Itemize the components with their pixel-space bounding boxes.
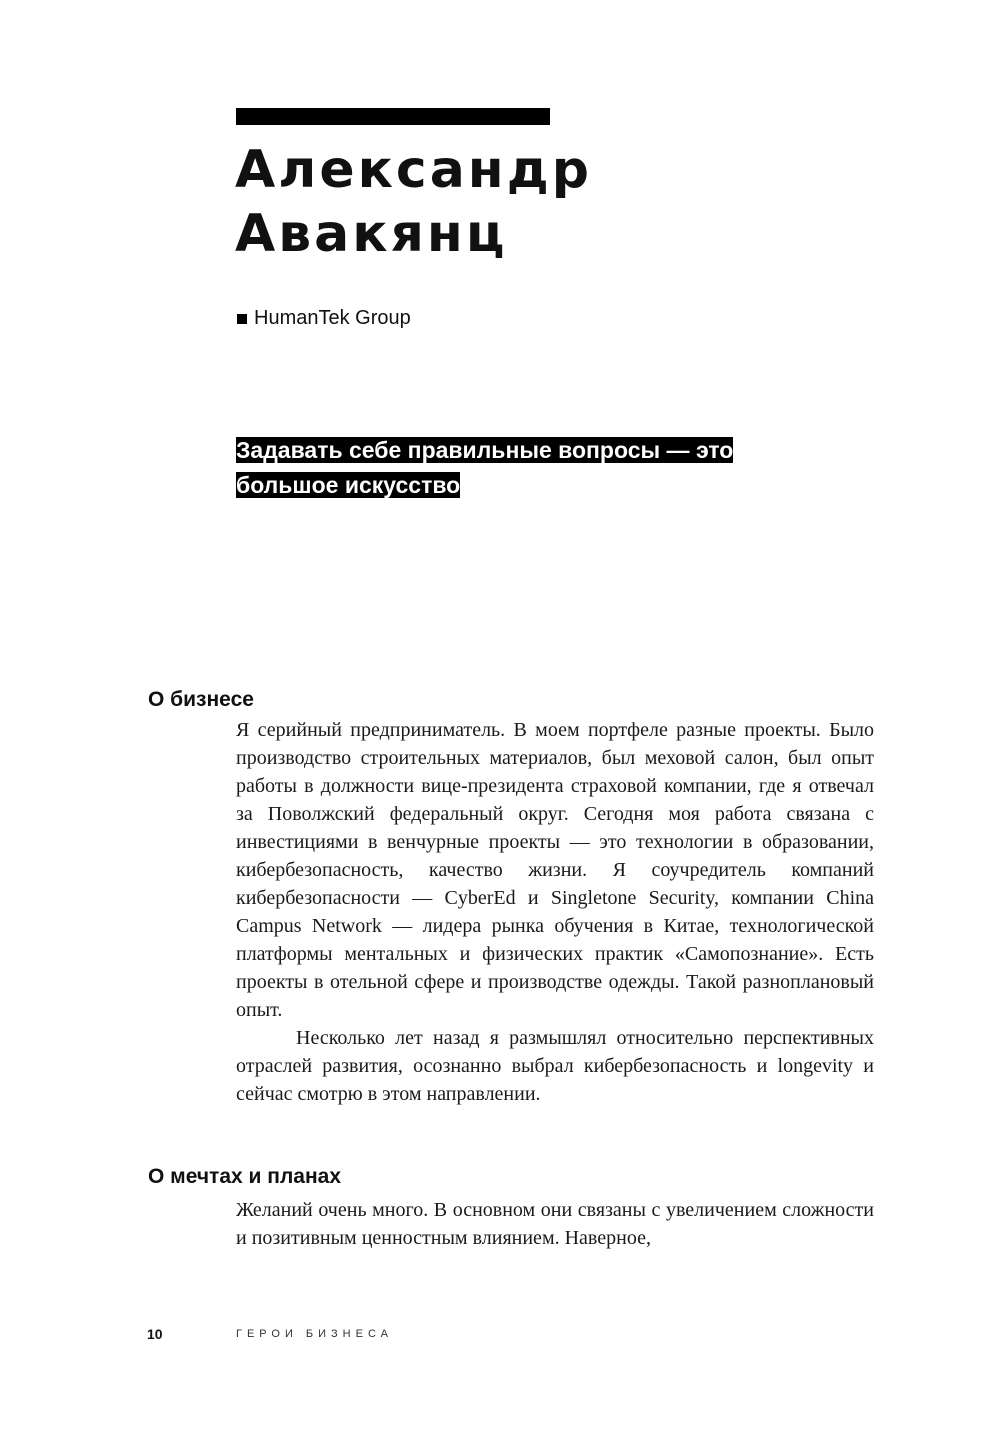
square-bullet-icon xyxy=(237,314,247,324)
page-number: 10 xyxy=(147,1326,163,1342)
page-title xyxy=(235,138,592,266)
section-body-dreams xyxy=(236,1196,874,1252)
title-last-name: Авакянц xyxy=(235,204,508,264)
running-footer-title: ГЕРОИ БИЗНЕСА xyxy=(236,1328,393,1340)
company-name: HumanTek Group xyxy=(254,307,411,329)
decorative-top-bar xyxy=(236,108,550,125)
paragraph: Желаний очень много. В основном они связаны с увеличением сложности и позитивным ценностным влиянием. Наверное, xyxy=(236,1199,874,1249)
paragraph: Несколько лет назад я размышлял относительно перспективных отраслей развития, осознанно выбрал кибербезопасность и longevity и сейчас смотрю в этом направлении. xyxy=(236,1027,874,1105)
title-first-name: Александр xyxy=(235,140,592,200)
company-line xyxy=(237,307,411,330)
section-heading-dreams: О мечтах и планах xyxy=(148,1165,342,1188)
quote-line-1: Задавать себе правильные вопросы — это xyxy=(236,437,734,463)
quote-line-2: большое искусство xyxy=(236,472,461,498)
pull-quote xyxy=(236,433,776,503)
paragraph: Я серийный предприниматель. В моем портфеле разные проекты. Было производство строительных материалов, был меховой салон, был опыт работы в должности вице-президента страховой компании, где я отвечал за Поволжский федеральный округ. Сегодня моя работа связана с инвестициями в венчурные проекты — это технологии в образовании, кибербезопасность, качество жизни. Я соучредитель компаний кибербезопасности — CyberEd и Singletone Security, компании China Campus Network — лидера рынка обучения в Китае, технологической платформы ментальных и физических практик «Самопознание». Есть проекты в отельной сфере и производстве одежды. Такой разноплановый опыт. xyxy=(236,719,874,1021)
section-body-business xyxy=(236,716,874,1108)
section-heading-business: О бизнесе xyxy=(148,688,254,711)
